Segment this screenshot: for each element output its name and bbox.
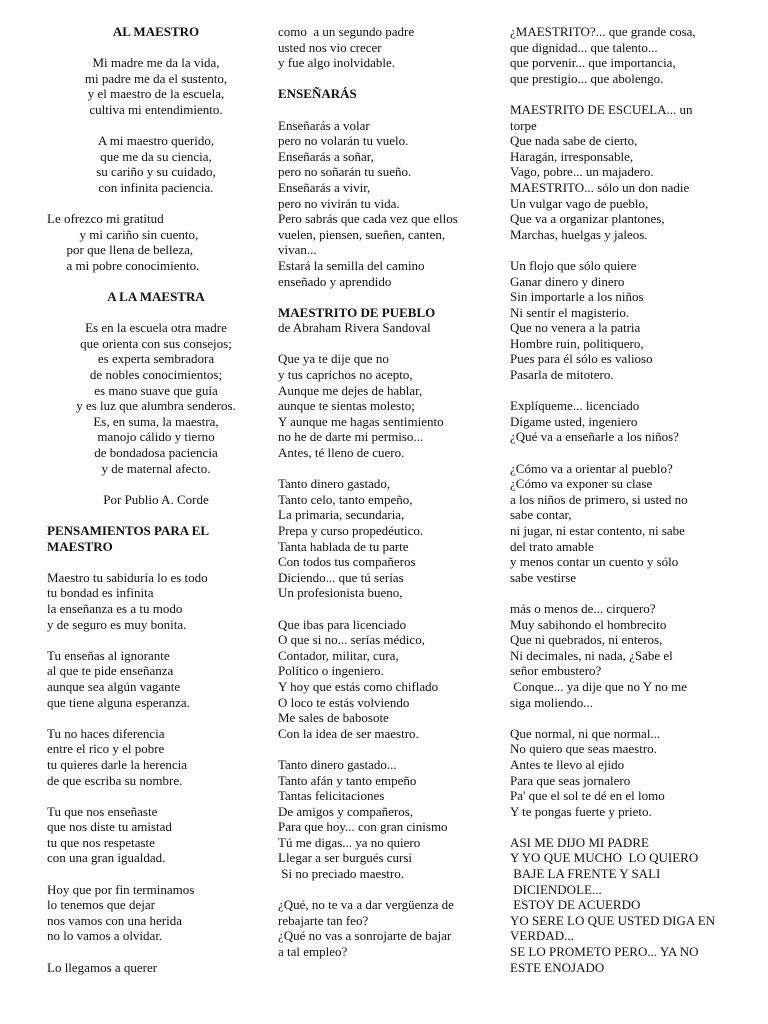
verse-line: MAESTRITO... sólo un don nadie [510,179,690,195]
verse-line: a los niños de primero, si usted no [510,491,688,507]
verse-line: que orienta con sus consejos; [80,335,232,351]
verse-line: Ganar dinero y dinero [510,273,625,289]
verse-line: Mi madre me da la vida, [92,55,220,71]
verse-line: es experta sembradora [97,351,215,367]
verse-line: Tanta hablada de tu parte [278,538,409,554]
verse-line: como a un segundo padre [278,24,415,39]
verse-line: siga moliendo... [510,694,594,710]
verse-line: VERDAD... [510,928,574,944]
verse-line: Es en la escuela otra madre [85,320,227,336]
verse-line: SE LO PROMETO PERO... YA NO [510,944,699,960]
stanza-gap [47,507,265,523]
stanza-gap [47,274,265,290]
verse-line: cultiva mi entendimiento. [89,101,223,117]
verse-line: La primaria, secundaria, [278,507,405,523]
verse-line: Tú me digas... ya no quiero [278,834,421,850]
stanza [278,476,496,601]
verse-line: Antes te llevo al ejido [510,756,625,772]
verse-line: Con la idea de ser maestro. [278,725,419,741]
stanza [510,461,732,586]
verse-line: Que va a organizar plantones, [510,211,665,227]
stanza [278,757,496,882]
verse-line: tu que nos respetaste [47,834,155,850]
verse-line: ni jugar, ni estar contento, ni sabe [510,523,685,538]
verse-line: MAESTRITO DE ESCUELA... un [510,101,693,117]
column-2 [278,24,496,960]
stanza [47,648,265,710]
verse-line: nos vamos con una herida [47,912,183,928]
stanza [510,398,732,445]
verse-line: pero no soñarán tu sueño. [278,164,412,180]
stanza-gap [47,118,265,134]
column-3 [510,24,732,975]
verse-line: Para que hoy... con gran cinismo [278,819,448,835]
stanza [47,320,265,476]
verse-line: y menos contar un cuento y sólo [510,554,679,570]
verse-line: vivan... [278,242,317,258]
poem-title [278,305,496,321]
verse-line: y de seguro es muy bonita. [47,616,187,632]
stanza [47,960,265,976]
verse-line: de que escriba su nombre. [47,772,183,788]
verse-line: Tanto dinero gastado, [278,476,391,492]
verse-line: Tanto celo, tanto empeño, [278,491,413,507]
verse-line: Enseñarás a soñar, [278,148,374,164]
verse-line: a tal empleo? [278,944,348,960]
verse-line: la enseñanza es a tu modo [47,600,183,616]
verse-line: Maestro tu sabiduría lo es todo [47,569,208,585]
verse-line: señor embustero? [510,663,602,679]
stanza [47,570,265,632]
stanza-gap [510,585,732,601]
poem-title [47,523,265,554]
stanza-gap [510,710,732,726]
verse-line: Tu enseñas al ignorante [47,647,170,663]
verse-line: Muy sabihondo el hombrecito [510,616,667,632]
verse-line: Si no preciado maestro. [278,866,404,882]
verse-line: Sin importarle a los niños [510,289,644,305]
verse-line: no he de darte mi permiso... [278,429,424,445]
verse-line: y fue algo inolvidable. [278,55,395,71]
stanza-gap [47,554,265,570]
verse-line: Pa' que el sol te dé en el lomo [510,788,665,804]
stanza [278,897,496,959]
verse-line: que tiene alguna esperanza. [47,694,190,710]
verse-line: Político o ingeniero. [278,663,384,679]
stanza [278,351,496,460]
verse-line: Y YO QUE MUCHO LO QUIERO [510,850,699,866]
stanza [47,55,265,117]
verse-line: sabe contar, [510,507,572,523]
verse-line: No quiero que seas maestro. [510,741,657,757]
verse-line: tu bondad es infinita [47,585,154,601]
verse-line: Tu no haces diferencia [47,725,165,741]
stanza-gap [278,882,496,898]
verse-line: Tu que nos enseñaste [47,803,158,819]
verse-line: ¿Cómo va exponer su clase [510,476,653,492]
verse-line: Explíqueme... licenciado [510,398,640,414]
verse-line: y el maestro de la escuela, [87,86,225,102]
verse-line: aunque sea algún vagante [47,678,181,694]
verse-line: pero no vivirán tu vida. [278,195,400,211]
stanza-gap [510,445,732,461]
stanza [47,726,265,788]
stanza-gap [47,196,265,212]
heading-line: ENSEÑARÁS [278,86,357,102]
verse-line: ASI ME DIJO MI PADRE [510,834,649,850]
verse-line: pero no volarán tu vuelo. [278,133,409,149]
verse-line: que me da su ciencia, [100,148,212,164]
verse-line: que prestigio... que abolengo. [510,70,664,86]
verse-line: al que te pide enseñanza [47,663,174,679]
verse-line: BAJE LA FRENTE Y SALI [510,866,661,882]
stanza [510,102,732,242]
stanza-gap [47,788,265,804]
stanza [510,258,732,383]
stanza-gap [278,461,496,477]
stanza [47,211,265,273]
verse-line: Conque... ya dije que no Y no me [510,678,688,694]
stanza [47,882,265,944]
verse-line: que dignidad... que talento... [510,39,658,55]
verse-line: por que llena de belleza, [47,242,194,258]
verse-line: Diciendo... que tú serías [278,569,404,585]
stanza [510,726,732,820]
stanza-gap [47,944,265,960]
heading-line: PENSAMIENTOS PARA EL [47,523,210,538]
heading-line: AL MAESTRO [112,24,200,39]
verse-line: Vago, pobre... un majadero. [510,164,654,180]
stanza [278,118,496,290]
verse-line: y mi cariño sin cuento, [47,226,199,242]
verse-line: a mi pobre conocimiento. [47,257,200,273]
verse-line: torpe [510,117,537,133]
verse-line: Marchas, huelgas y jaleos. [510,226,648,242]
stanza-gap [47,710,265,726]
verse-line: de Abraham Rivera Sandoval [278,320,431,336]
verse-line: Y te pongas fuerte y prieto. [510,803,652,819]
verse-line: con infinita paciencia. [98,179,214,195]
stanza [510,835,732,975]
verse-line: Enseñarás a vivir, [278,179,371,195]
verse-line: Me sales de babosote [278,710,389,726]
verse-line: y es luz que alumbra senderos. [76,398,236,414]
verse-line: Hoy que por fin terminamos [47,881,195,897]
column-1 [47,24,265,975]
stanza-gap [47,476,265,492]
verse-line: Un vulgar vago de pueblo, [510,195,649,211]
verse-line: entre el rico y el pobre [47,741,165,757]
verse-line: ESTOY DE ACUERDO [510,897,641,913]
verse-line: Por Publio A. Corde [103,491,209,507]
verse-line: A mi maestro querido, [97,133,215,149]
verse-line: Tanto dinero gastado... [278,756,397,772]
verse-line: no lo vamos a olvidar. [47,928,163,944]
verse-line: rebajarte tan feo? [278,912,369,928]
verse-line: Un profesionista bueno, [278,585,403,601]
stanza-gap [278,102,496,118]
verse-line: De amigos y compañeros, [278,803,414,819]
verse-line: tu quieres darle la herencia [47,756,188,772]
verse-line: de nobles conocimientos; [89,367,223,383]
verse-line: ¿MAESTRITO?... que grande cosa, [510,24,696,39]
stanza-gap [278,336,496,352]
verse-line: Tantas felicitaciones [278,788,385,804]
verse-line: Contador, militar, cura, [278,647,399,663]
stanza [47,133,265,195]
verse-line: aunque te sientas molesto; [278,398,415,414]
verse-line: usted nos vio crecer [278,39,382,55]
stanza-gap [510,383,732,399]
verse-line: Que normal, ni que normal... [510,725,661,741]
verse-line: con una gran igualdad. [47,850,166,866]
verse-line: DICIENDOLE... [510,881,602,897]
stanza [47,804,265,866]
poem-title [47,289,265,305]
verse-line: Pero sabrás que cada vez que ellos [278,211,458,227]
stanza [47,492,265,508]
heading-line: A LA MAESTRA [107,289,205,305]
verse-line: Que nada sabe de cierto, [510,133,638,149]
stanza [510,24,732,86]
poem-title [278,86,496,102]
verse-line: O loco te estás volviendo [278,694,410,710]
stanza-gap [278,601,496,617]
verse-line: Aunque me dejes de hablar, [278,382,423,398]
verse-line: ¿Qué va a enseñarle a los niños? [510,429,679,445]
stanza-gap [47,866,265,882]
verse-line: ¿Cómo va a orientar al pueblo? [510,460,673,476]
verse-line: Haragán, irresponsable, [510,148,634,164]
verse-line: Con todos tus compañeros [278,554,416,570]
verse-line: Dígame usted, ingeniero [510,413,638,429]
verse-line: lo tenemos que dejar [47,897,155,913]
verse-line: YO SERE LO QUE USTED DIGA EN [510,912,716,928]
stanza-gap [278,289,496,305]
verse-line: su cariño y su cuidado, [96,164,216,180]
verse-line: Que no venera a la patria [510,320,641,336]
stanza [278,320,496,336]
verse-line: Le ofrezco mi gratitud [47,211,164,227]
verse-line: Que ni quebrados, ni enteros, [510,632,663,648]
verse-line: manojo cálido y tierno [97,429,215,445]
verse-line: Es, en suma, la maestra, [93,413,219,429]
verse-line: Que ya te dije que no [278,351,389,367]
heading-line: MAESTRITO DE PUEBLO [278,304,436,320]
stanza [510,601,732,710]
verse-line: Estará la semilla del camino [278,257,425,273]
verse-line: Llegar a ser burgués cursi [278,850,413,866]
verse-line: Tanto afán y tanto empeño [278,772,417,788]
verse-line: es mano suave que guía [94,382,218,398]
verse-line: ¿Qué no vas a sonrojarte de bajar [278,928,452,944]
verse-line: Hombre ruin, politiquero, [510,335,644,351]
verse-line: Antes, té lleno de cuero. [278,445,405,461]
stanza-gap [510,86,732,102]
verse-line: que nos diste tu amistad [47,819,172,835]
poem-title [47,24,265,40]
verse-line: más o menos de... cirquero? [510,600,656,616]
stanza [278,617,496,742]
stanza-gap [510,242,732,258]
verse-line: ¿Qué, no te va a dar vergüenza de [278,897,454,913]
stanza-gap [278,71,496,87]
verse-line: Enseñarás a volar [278,117,370,133]
verse-line: Para que seas jornalero [510,772,631,788]
verse-line: Pasarla de mitotero. [510,367,614,383]
verse-line: que porvenir... que importancia, [510,55,676,71]
verse-line: y de maternal afecto. [101,460,211,476]
stanza [278,24,496,71]
stanza-gap [510,819,732,835]
verse-line: Ni sentir el magisterio. [510,304,630,320]
verse-line: enseñado y aprendido [278,273,392,289]
verse-line: ESTE ENOJADO [510,959,605,975]
verse-line: Ni decimales, ni nada, ¿Sabe el [510,647,673,663]
verse-line: O que si no... serías médico, [278,632,425,648]
verse-line: Un flojo que sólo quiere [510,257,637,273]
verse-line: y tus caprichos no acepto, [278,367,413,383]
heading-line: MAESTRO [47,538,113,554]
verse-line: Y hoy que estás como chiflado [278,678,439,694]
verse-line: Que ibas para licenciado [278,616,407,632]
verse-line: del trato amable [510,538,594,554]
verse-line: sabe vestirse [510,569,577,585]
verse-line: de bondadosa paciencia [94,445,218,461]
verse-line: Pues para él sólo es valioso [510,351,653,367]
verse-line: Lo llegamos a querer [47,959,158,975]
stanza-gap [278,741,496,757]
verse-line: vuelen, piensen, sueñen, canten, [278,226,446,242]
verse-line: Prepa y curso propedéutico. [278,523,424,538]
verse-line: Y aunque me hagas sentimiento [278,413,444,429]
stanza-gap [47,305,265,321]
verse-line: mi padre me da el sustento, [84,70,228,86]
stanza-gap [47,40,265,56]
stanza-gap [47,632,265,648]
